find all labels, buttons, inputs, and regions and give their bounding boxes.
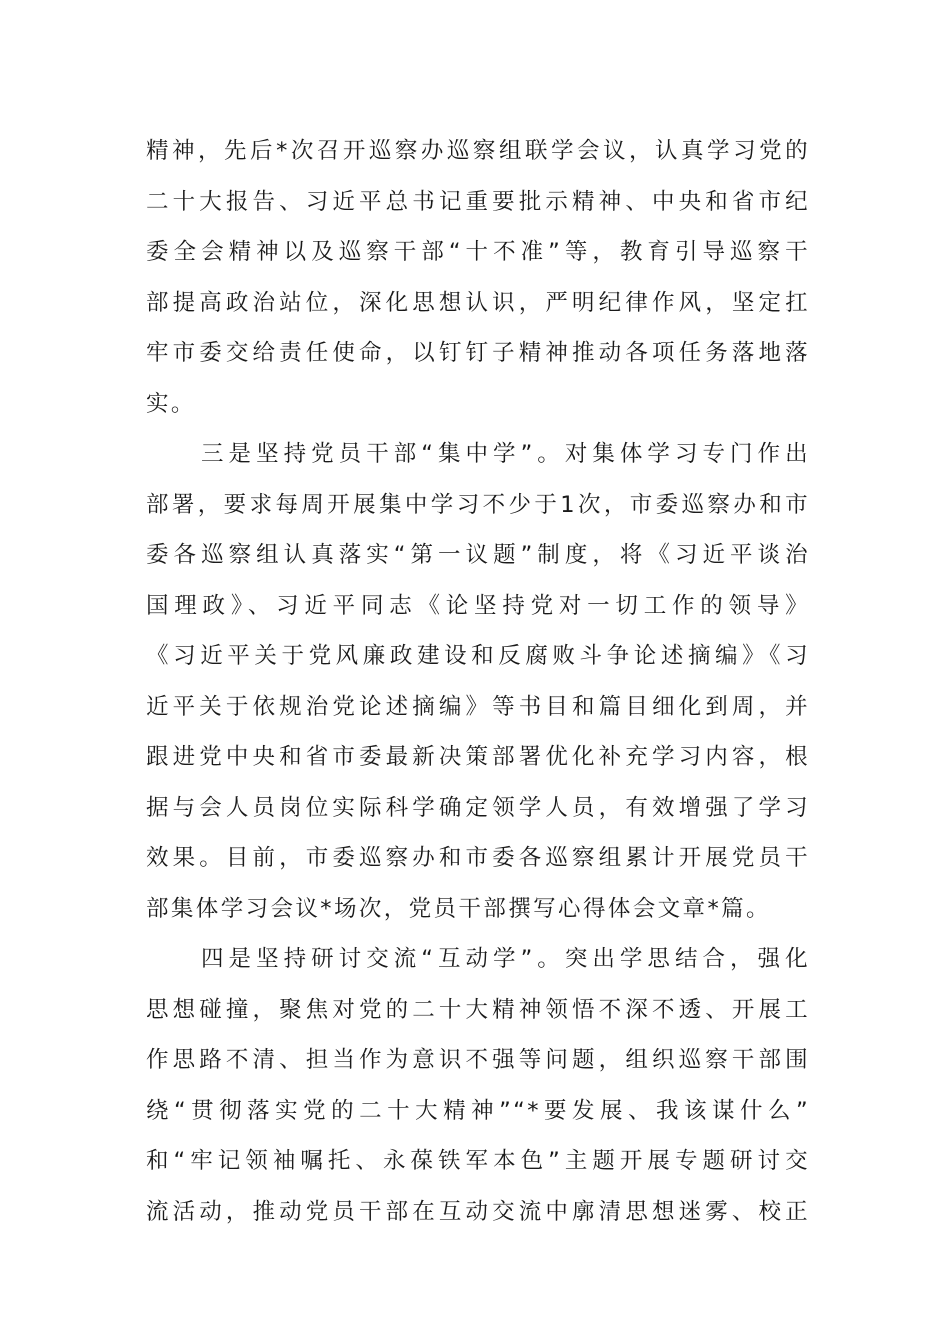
paragraph-3-line-5: 和“牢记领袖嘱托、永葆铁军本色”主题开展专题研讨交 — [146, 1148, 810, 1174]
paragraph-1-line-4: 部提高政治站位，深化思想认识，严明纪律作风，坚定扛 — [146, 289, 810, 316]
paragraph-2-line-7: 跟进党中央和省市委最新决策部署优化补充学习内容，根 — [146, 744, 810, 770]
paragraph-2-line-10: 部集体学习会议*场次，党员干部撰写心得体会文章*篇。 — [146, 895, 771, 922]
paragraph-3-line-1: 四是坚持研讨交流“互动学”。突出学思结合，强化 — [201, 946, 810, 972]
paragraph-2-line-4: 国理政》、习近平同志《论坚持党对一切工作的领导》 — [146, 592, 810, 619]
paragraph-1-line-6: 实。 — [146, 390, 196, 417]
paragraph-2-line-2: 部署，要求每周开展集中学习不少于1次，市委巡察办和市 — [146, 491, 810, 518]
paragraph-2-line-9: 效果。目前，市委巡察办和市委各巡察组累计开展党员干 — [146, 845, 810, 871]
paragraph-1-line-2: 二十大报告、习近平总书记重要批示精神、中央和省市纪 — [146, 188, 810, 215]
paragraph-3-line-4: 绕“贯彻落实党的二十大精神”“*要发展、我该谋什么” — [146, 1097, 810, 1124]
paragraph-3-line-3: 作思路不清、担当作为意识不强等问题，组织巡察干部围 — [146, 1047, 810, 1073]
paragraph-3-line-6: 流活动，推动党员干部在互动交流中廓清思想迷雾、校正 — [146, 1198, 810, 1225]
paragraph-2-line-5: 《习近平关于党风廉政建设和反腐败斗争论述摘编》《习 — [146, 643, 810, 669]
paragraph-2-line-3: 委各巡察组认真落实“第一议题”制度，将《习近平谈治 — [146, 542, 810, 568]
paragraph-1-line-3: 委全会精神以及巡察干部“十不准”等，教育引导巡察干 — [146, 239, 810, 265]
paragraph-1-line-5: 牢市委交给责任使命，以钉钉子精神推动各项任务落地落 — [146, 340, 810, 366]
body-text — [146, 126, 810, 1237]
paragraph-2-line-8: 据与会人员岗位实际科学确定领学人员，有效增强了学习 — [146, 794, 810, 821]
paragraph-3-line-2: 思想碰撞，聚焦对党的二十大精神领悟不深不透、开展工 — [146, 996, 810, 1023]
paragraph-2-line-6: 近平关于依规治党论述摘编》等书目和篇目细化到周，并 — [146, 693, 810, 720]
paragraph-1-line-1: 精神，先后*次召开巡察办巡察组联学会议，认真学习党的 — [146, 138, 810, 164]
paragraph-2-line-1: 三是坚持党员干部“集中学”。对集体学习专门作出 — [201, 441, 810, 467]
